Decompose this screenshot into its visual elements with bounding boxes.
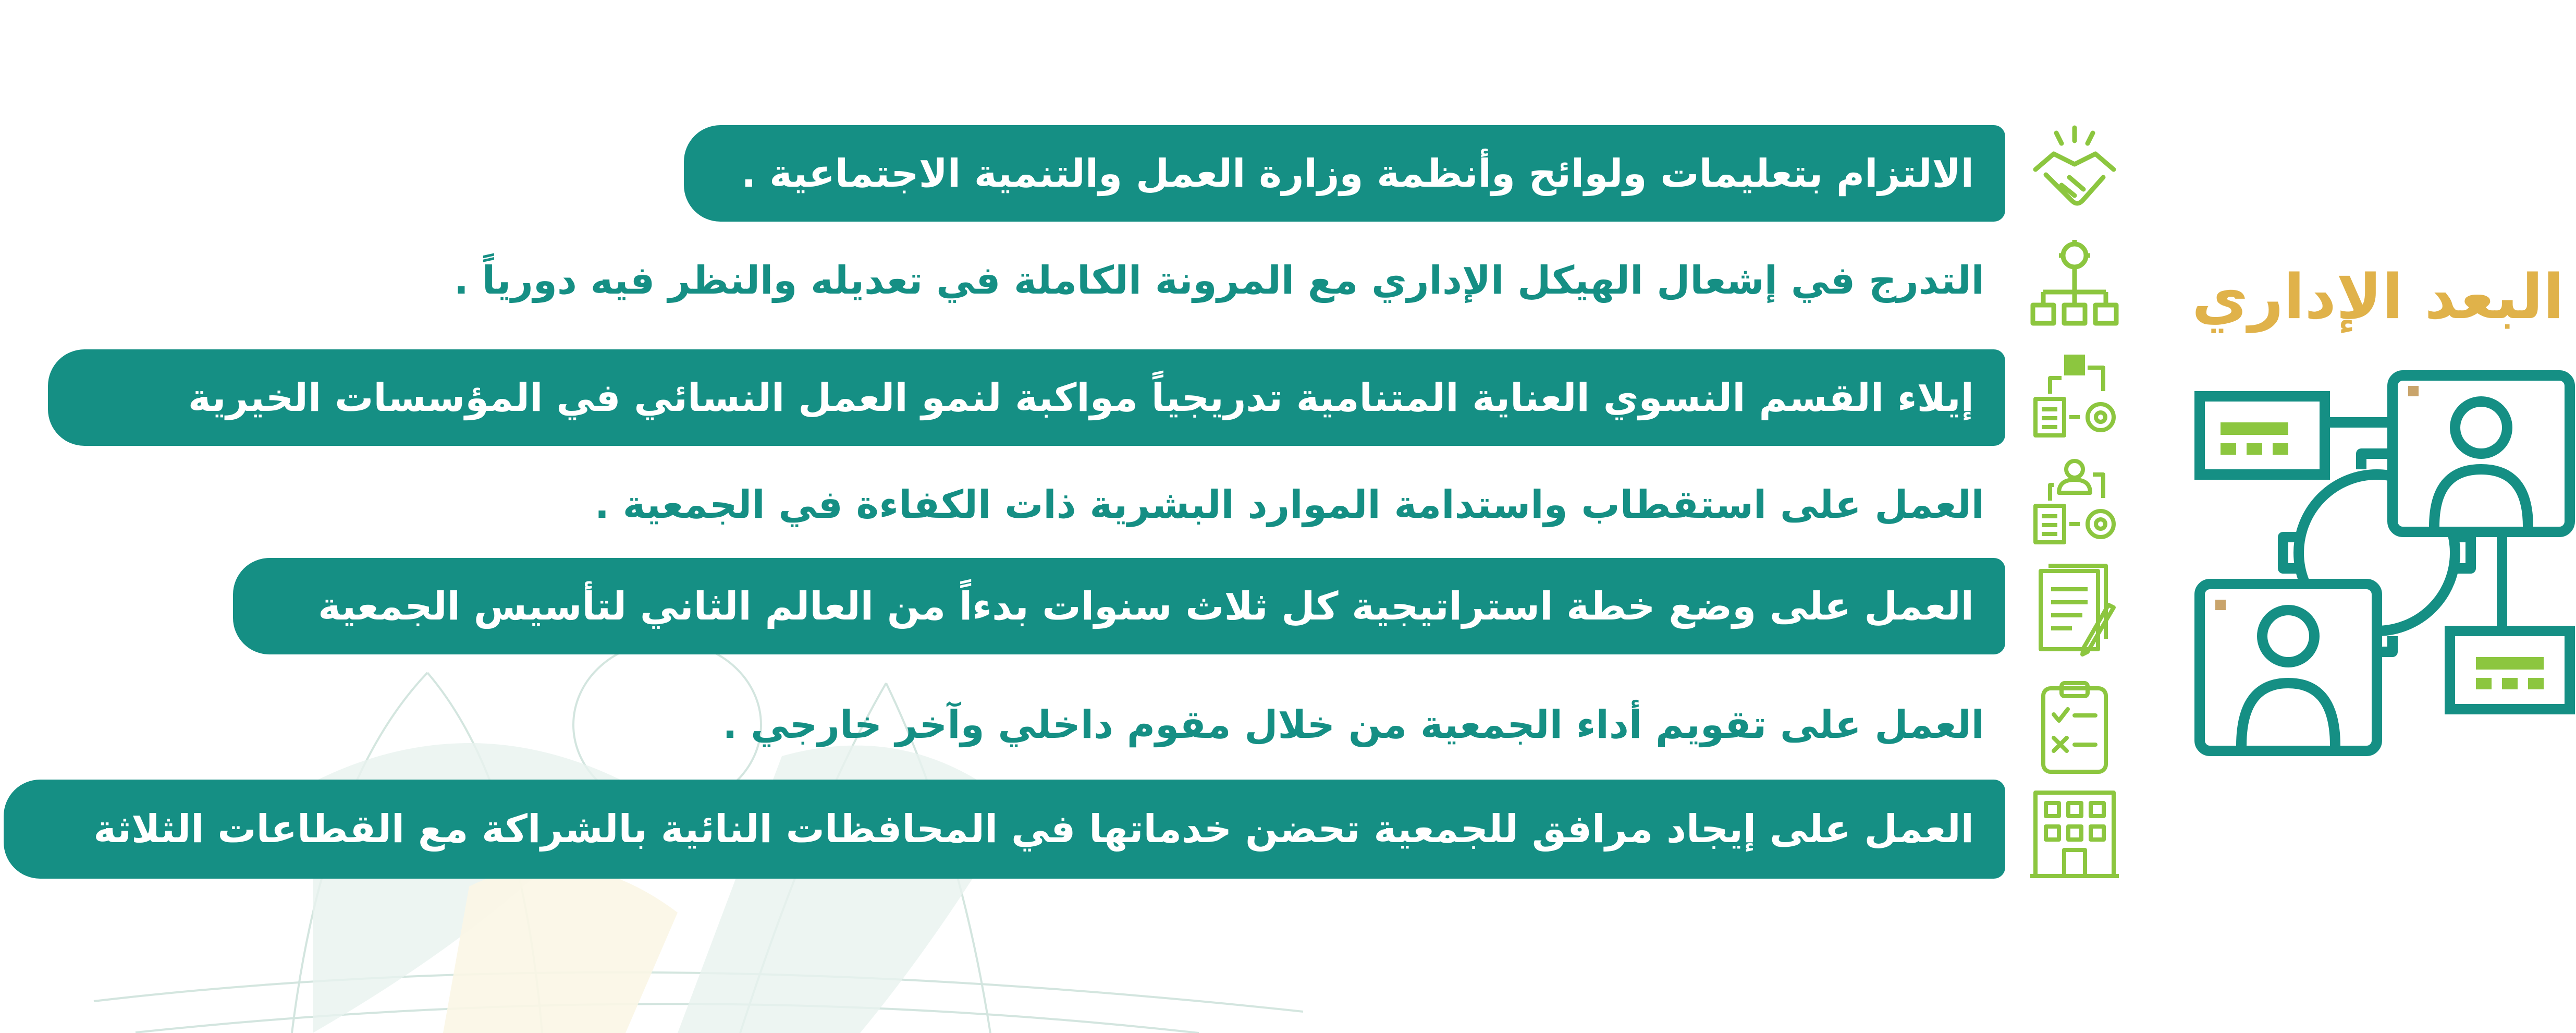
- item-4-text: العمل على استقطاب واستدامة الموارد البشرية ذات الكفاءة في الجمعية .: [594, 482, 1984, 527]
- org-chart-gear-icon: [2025, 232, 2124, 331]
- item-4: [595, 456, 2005, 553]
- checklist-clipboard-icon: [2025, 678, 2124, 777]
- item-7: [4, 780, 2005, 879]
- building-icon: [2025, 782, 2124, 881]
- document-pen-icon: [2025, 561, 2124, 660]
- item-3: [48, 349, 2005, 446]
- item-7-text: العمل على إيجاد مرافق للجمعية تحضن خدماتها في المحافظات النائية بالشراكة مع القطاعات الثلاثة: [93, 807, 1974, 852]
- woman-document-gear-icon: [2025, 347, 2124, 446]
- item-6-text: العمل على تقويم أداء الجمعية من خلال مقوم داخلي وآخر خارجي .: [722, 702, 1984, 747]
- handshake-icon: [2025, 123, 2124, 222]
- item-2: [454, 232, 2005, 329]
- item-2-text: التدرج في إشعال الهيكل الإداري مع المرونة الكاملة في تعديله والنظر فيه دورياً .: [453, 258, 1984, 303]
- section-title: البعد الإداري: [2191, 261, 2565, 333]
- item-1: [684, 125, 2005, 222]
- admin-team-gear-icon: [2189, 365, 2576, 761]
- item-3-text: إيلاء القسم النسوي العناية المتنامية تدريجياً مواكبة لنمو العمل النسائي في المؤسسات الخيرية: [188, 375, 1974, 420]
- item-5: [233, 558, 2005, 654]
- item-1-text: الالتزام بتعليمات ولوائح وأنظمة وزارة العمل والتنمية الاجتماعية .: [741, 151, 1974, 196]
- person-document-gear-icon: [2025, 454, 2124, 553]
- item-6: [722, 678, 2005, 772]
- item-5-text: العمل على وضع خطة استراتيجية كل ثلاث سنوات بدءاً من العالم الثاني لتأسيس الجمعية: [318, 584, 1974, 629]
